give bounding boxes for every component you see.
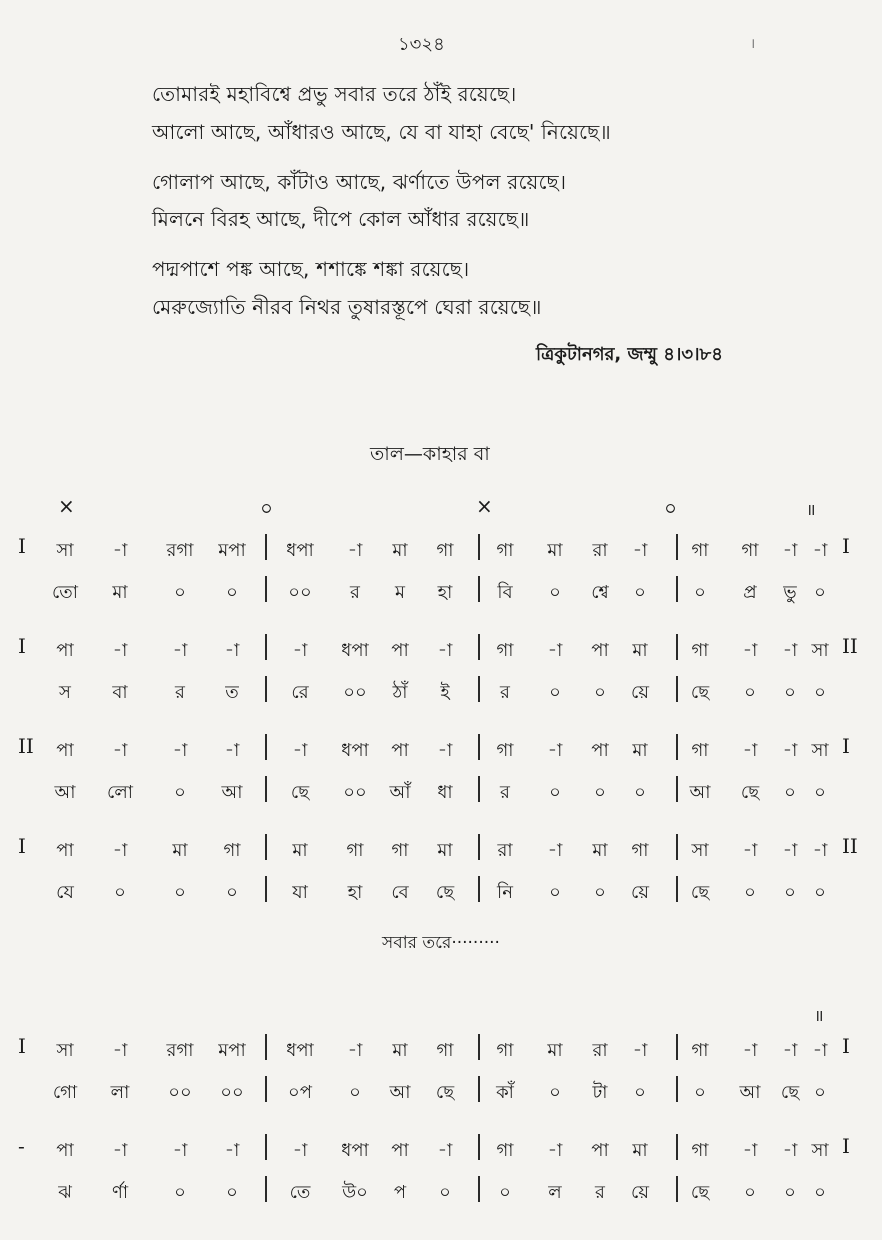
swara-note: মা <box>437 840 453 861</box>
swara-note: গা <box>691 740 709 761</box>
lyric-syllable: ছে <box>690 882 710 903</box>
swara-note: ধপা <box>286 1040 314 1061</box>
swara-note: -া <box>547 640 563 661</box>
bar-line <box>265 1176 267 1202</box>
lyric-syllable: র <box>175 682 185 703</box>
lyric-syllable: বে <box>391 882 409 903</box>
lyric-syllable: তো <box>51 582 79 603</box>
lyric-syllable: ল <box>548 1182 562 1203</box>
swara-note: গা <box>691 640 709 661</box>
swara-note: গা <box>496 640 514 661</box>
swara-note: -া <box>224 1140 240 1161</box>
lyric-syllable: ০ <box>594 882 606 903</box>
section-mark: ॥ <box>806 500 816 519</box>
lyric-syllable: য়ে <box>631 1182 649 1203</box>
bar-line <box>265 1076 267 1102</box>
lyric-syllable: ছে <box>290 782 310 803</box>
row-start-mark: I <box>18 634 26 658</box>
bar-line <box>676 534 678 560</box>
lyric-syllable: ০ <box>114 882 126 903</box>
bar-line <box>265 634 267 660</box>
row-end-mark: II <box>842 834 858 858</box>
swara-note: মপা <box>218 1040 246 1061</box>
bar-line <box>478 734 480 760</box>
lyric-syllable: ছে <box>435 1082 455 1103</box>
swara-note: -া <box>782 640 798 661</box>
bar-line <box>676 834 678 860</box>
lyric-syllable: যে <box>56 882 74 903</box>
row-start-mark: I <box>18 1034 26 1058</box>
lyric-syllable: ধা <box>437 782 453 803</box>
swara-note: গা <box>496 540 514 561</box>
swara-note: পা <box>391 640 409 661</box>
lyric-syllable: র <box>500 782 510 803</box>
lyric-syllable: ০ <box>694 582 706 603</box>
lyric-syllable: ০ <box>226 1182 238 1203</box>
lyric-syllable: য়ে <box>631 682 649 703</box>
lyric-syllable: শ্বে <box>591 582 609 603</box>
bar-line <box>676 634 678 660</box>
row-end-mark: I <box>842 1134 850 1158</box>
lyric-syllable: লা <box>110 1082 130 1103</box>
lyric-syllable: ই <box>440 682 450 703</box>
lyric-syllable: ০০ <box>288 582 312 603</box>
swara-note: -া <box>112 540 128 561</box>
lyric-syllable: বি <box>497 582 513 603</box>
lyric-syllable: ছে <box>780 1082 800 1103</box>
poem-line: মেরুজ্যোতি নীরব নিথর তুষারস্তূপে ঘেরা রয়েছে॥ <box>152 295 542 319</box>
swara-note: গা <box>496 1140 514 1161</box>
swara-note: -া <box>112 1140 128 1161</box>
bar-line <box>676 1176 678 1202</box>
lyric-syllable: ০ <box>226 882 238 903</box>
swara-note: -া <box>547 740 563 761</box>
swara-note: গা <box>496 740 514 761</box>
row-start-mark: - <box>18 1134 25 1158</box>
bar-line <box>265 676 267 702</box>
lyric-syllable: রে <box>291 682 309 703</box>
lyric-syllable: ০ <box>549 582 561 603</box>
lyric-syllable: ০ <box>744 1182 756 1203</box>
swara-note: মা <box>292 840 308 861</box>
swara-note: গা <box>496 1040 514 1061</box>
lyric-syllable: ০ <box>814 882 826 903</box>
swara-note: সা <box>691 840 709 861</box>
swara-note: -া <box>782 1140 798 1161</box>
swara-note: -া <box>547 1140 563 1161</box>
lyric-syllable: ০ <box>694 1082 706 1103</box>
beat-mark-sam: × <box>476 494 493 518</box>
lyric-syllable: ০ <box>814 1182 826 1203</box>
lyric-syllable: স <box>59 682 71 703</box>
lyric-syllable: ০ <box>634 1082 646 1103</box>
swara-note: -া <box>437 1140 453 1161</box>
lyric-syllable: প্র <box>743 582 757 603</box>
swara-note: -া <box>632 540 648 561</box>
bar-line <box>676 1076 678 1102</box>
swara-note: -া <box>172 1140 188 1161</box>
swara-note: -া <box>437 740 453 761</box>
lyric-syllable: ০ <box>174 782 186 803</box>
swara-note: পা <box>56 640 74 661</box>
lyric-syllable: ০ <box>439 1182 451 1203</box>
refrain-text: সবার তরে········· <box>382 933 500 953</box>
swara-note: -া <box>112 840 128 861</box>
swara-note: সা <box>56 1040 74 1061</box>
lyric-syllable: আঁ <box>389 782 411 803</box>
swara-note: -া <box>742 640 758 661</box>
page-mark: । <box>750 36 756 52</box>
lyric-syllable: র্ণা <box>111 1182 129 1203</box>
lyric-syllable: ম <box>395 582 405 603</box>
bar-line <box>478 834 480 860</box>
bar-line <box>478 1034 480 1060</box>
lyric-syllable: ০ <box>634 782 646 803</box>
page-number: ১৩২৪ <box>398 34 445 55</box>
swara-note: রা <box>592 1040 608 1061</box>
lyric-syllable: ০ <box>226 582 238 603</box>
poem-line: তোমারই মহাবিশ্বে প্রভু সবার তরে ঠাঁই রয়েছে। <box>152 82 517 106</box>
swara-note: রা <box>497 840 513 861</box>
lyric-syllable: ০ <box>174 1182 186 1203</box>
swara-note: রগা <box>166 540 194 561</box>
lyric-syllable: আ <box>689 782 711 803</box>
swara-note: গা <box>436 540 454 561</box>
lyric-syllable: নি <box>497 882 513 903</box>
lyric-syllable: ০ <box>814 782 826 803</box>
lyric-syllable: ০প <box>288 1082 312 1103</box>
lyric-syllable: ০ <box>174 582 186 603</box>
lyric-syllable: ০ <box>744 882 756 903</box>
bar-line <box>265 534 267 560</box>
swara-note: -া <box>112 640 128 661</box>
lyric-syllable: টা <box>592 1082 608 1103</box>
bar-line <box>676 734 678 760</box>
lyric-syllable: ০০ <box>343 782 367 803</box>
lyric-syllable: ০ <box>814 1082 826 1103</box>
lyric-syllable: ০০ <box>343 682 367 703</box>
lyric-syllable: ০ <box>174 882 186 903</box>
bar-line <box>265 776 267 802</box>
swara-note: -া <box>782 740 798 761</box>
lyric-syllable: য়ে <box>631 882 649 903</box>
swara-note: -া <box>782 540 798 561</box>
lyric-syllable: যা <box>292 882 308 903</box>
lyric-syllable: উ০ <box>342 1182 368 1203</box>
swara-note: -া <box>812 1040 828 1061</box>
lyric-syllable: ০ <box>549 682 561 703</box>
bar-line <box>265 576 267 602</box>
swara-note: -া <box>292 640 308 661</box>
swara-note: মা <box>632 740 648 761</box>
swara-note: -া <box>742 740 758 761</box>
swara-note: ধপা <box>341 1140 369 1161</box>
swara-note: পা <box>56 740 74 761</box>
bar-line <box>676 1034 678 1060</box>
lyric-syllable: ০০ <box>220 1082 244 1103</box>
lyric-syllable: ০ <box>349 1082 361 1103</box>
lyric-syllable: আ <box>389 1082 411 1103</box>
bar-line <box>478 776 480 802</box>
swara-note: -া <box>632 1040 648 1061</box>
bar-line <box>478 876 480 902</box>
row-start-mark: I <box>18 834 26 858</box>
swara-note: রা <box>592 540 608 561</box>
lyric-syllable: বা <box>112 682 128 703</box>
lyric-syllable: আ <box>54 782 76 803</box>
lyric-syllable: র <box>500 682 510 703</box>
bar-line <box>478 1176 480 1202</box>
swara-note: -া <box>347 1040 363 1061</box>
swara-note: -া <box>742 1140 758 1161</box>
row-end-mark: I <box>842 1034 850 1058</box>
swara-note: -া <box>224 640 240 661</box>
lyric-syllable: র <box>595 1182 605 1203</box>
row-end-mark: II <box>842 634 858 658</box>
swara-note: মা <box>392 540 408 561</box>
bar-line <box>478 1134 480 1160</box>
lyric-syllable: ০ <box>744 682 756 703</box>
swara-note: -া <box>812 540 828 561</box>
swara-note: মপা <box>218 540 246 561</box>
lyric-syllable: হা <box>437 582 453 603</box>
beat-mark-khali: ০ <box>664 496 678 520</box>
swara-note: -া <box>742 1040 758 1061</box>
swara-note: মা <box>592 840 608 861</box>
lyric-syllable: ত <box>225 682 239 703</box>
bar-line <box>265 834 267 860</box>
lyric-syllable: আ <box>739 1082 761 1103</box>
swara-note: -া <box>547 840 563 861</box>
swara-note: গা <box>691 540 709 561</box>
swara-note: গা <box>691 1040 709 1061</box>
lyric-syllable: ০ <box>814 582 826 603</box>
swara-note: ধপা <box>341 740 369 761</box>
swara-note: -া <box>812 840 828 861</box>
bar-line <box>478 576 480 602</box>
bar-line <box>676 576 678 602</box>
lyric-syllable: ০ <box>594 682 606 703</box>
lyric-syllable: মা <box>112 582 128 603</box>
lyric-syllable: ০ <box>549 882 561 903</box>
row-end-mark: I <box>842 534 850 558</box>
swara-note: -া <box>172 640 188 661</box>
row-end-mark: I <box>842 734 850 758</box>
lyric-syllable: র <box>350 582 360 603</box>
lyric-syllable: ০ <box>784 1182 796 1203</box>
section-mark: ॥ <box>814 1006 824 1025</box>
lyric-syllable: ০ <box>784 682 796 703</box>
swara-note: ধপা <box>286 540 314 561</box>
poem-line: গোলাপ আছে, কাঁটাও আছে, ঝর্ণাতে উপল রয়েছে। <box>152 170 567 194</box>
bar-line <box>478 1076 480 1102</box>
swara-note: পা <box>591 640 609 661</box>
lyric-syllable: ০০ <box>168 1082 192 1103</box>
lyric-syllable: ছে <box>435 882 455 903</box>
place-date: ত্রিকুটানগর, জম্মু ৪।৩।৮৪ <box>536 344 723 365</box>
bar-line <box>265 876 267 902</box>
lyric-syllable: ০ <box>634 582 646 603</box>
lyric-syllable: ছে <box>690 1182 710 1203</box>
swara-note: গা <box>436 1040 454 1061</box>
bar-line <box>265 1034 267 1060</box>
bar-line <box>676 1134 678 1160</box>
bar-line <box>676 676 678 702</box>
poem-line: আলো আছে, আঁধারও আছে, যে বা যাহা বেছে' নিয়েছে॥ <box>152 120 611 144</box>
lyric-syllable: ০ <box>784 882 796 903</box>
lyric-syllable: ০ <box>499 1182 511 1203</box>
poem-line: মিলনে বিরহ আছে, দীপে কোল আঁধার রয়েছে॥ <box>152 207 530 231</box>
bar-line <box>265 1134 267 1160</box>
poem-line: পদ্মপাশে পঙ্ক আছে, শশাঙ্কে শঙ্কা রয়েছে। <box>152 257 470 281</box>
swara-note: -া <box>782 840 798 861</box>
beat-mark-khali: ০ <box>260 496 274 520</box>
swara-note: -া <box>172 740 188 761</box>
lyric-syllable: হা <box>347 882 363 903</box>
swara-note: সা <box>811 1140 829 1161</box>
bar-line <box>478 534 480 560</box>
taal-heading: তাল—কাহার বা <box>370 443 490 465</box>
swara-note: -া <box>112 740 128 761</box>
swara-note: পা <box>56 1140 74 1161</box>
swara-note: -া <box>112 1040 128 1061</box>
lyric-syllable: গো <box>52 1082 78 1103</box>
swara-note: গা <box>223 840 241 861</box>
swara-note: গা <box>346 840 364 861</box>
swara-note: -া <box>347 540 363 561</box>
lyric-syllable: ০ <box>549 782 561 803</box>
swara-note: পা <box>56 840 74 861</box>
lyric-syllable: লো <box>107 782 133 803</box>
row-start-mark: II <box>18 734 34 758</box>
bar-line <box>265 734 267 760</box>
lyric-syllable: ভু <box>783 582 797 603</box>
beat-mark-sam: × <box>58 494 75 518</box>
swara-note: গা <box>631 840 649 861</box>
swara-note: পা <box>391 1140 409 1161</box>
lyric-syllable: ০ <box>594 782 606 803</box>
swara-note: গা <box>741 540 759 561</box>
swara-note: -া <box>224 740 240 761</box>
swara-note: মা <box>547 1040 563 1061</box>
swara-note: গা <box>391 840 409 861</box>
swara-note: -া <box>292 1140 308 1161</box>
swara-note: -া <box>437 640 453 661</box>
swara-note: মা <box>632 640 648 661</box>
lyric-syllable: ঝ <box>58 1182 72 1203</box>
swara-note: সা <box>56 540 74 561</box>
lyric-syllable: ০ <box>814 682 826 703</box>
swara-note: গা <box>691 1140 709 1161</box>
swara-note: মা <box>547 540 563 561</box>
swara-note: -া <box>742 840 758 861</box>
bar-line <box>478 676 480 702</box>
swara-note: সা <box>811 640 829 661</box>
swara-note: পা <box>391 740 409 761</box>
lyric-syllable: তে <box>289 1182 311 1203</box>
lyric-syllable: প <box>393 1182 407 1203</box>
swara-note: -া <box>292 740 308 761</box>
lyric-syllable: ছে <box>740 782 760 803</box>
lyric-syllable: কাঁ <box>496 1082 514 1103</box>
lyric-syllable: ০ <box>784 782 796 803</box>
lyric-syllable: ঠাঁ <box>392 682 408 703</box>
bar-line <box>676 876 678 902</box>
swara-note: মা <box>172 840 188 861</box>
swara-note: ধপা <box>341 640 369 661</box>
swara-note: পা <box>591 740 609 761</box>
swara-note: রগা <box>166 1040 194 1061</box>
swara-note: পা <box>591 1140 609 1161</box>
bar-line <box>676 776 678 802</box>
swara-note: সা <box>811 740 829 761</box>
lyric-syllable: ০ <box>549 1082 561 1103</box>
swara-note: -া <box>782 1040 798 1061</box>
lyric-syllable: আ <box>221 782 243 803</box>
swara-note: মা <box>632 1140 648 1161</box>
bar-line <box>478 634 480 660</box>
row-start-mark: I <box>18 534 26 558</box>
swara-note: মা <box>392 1040 408 1061</box>
lyric-syllable: ছে <box>690 682 710 703</box>
